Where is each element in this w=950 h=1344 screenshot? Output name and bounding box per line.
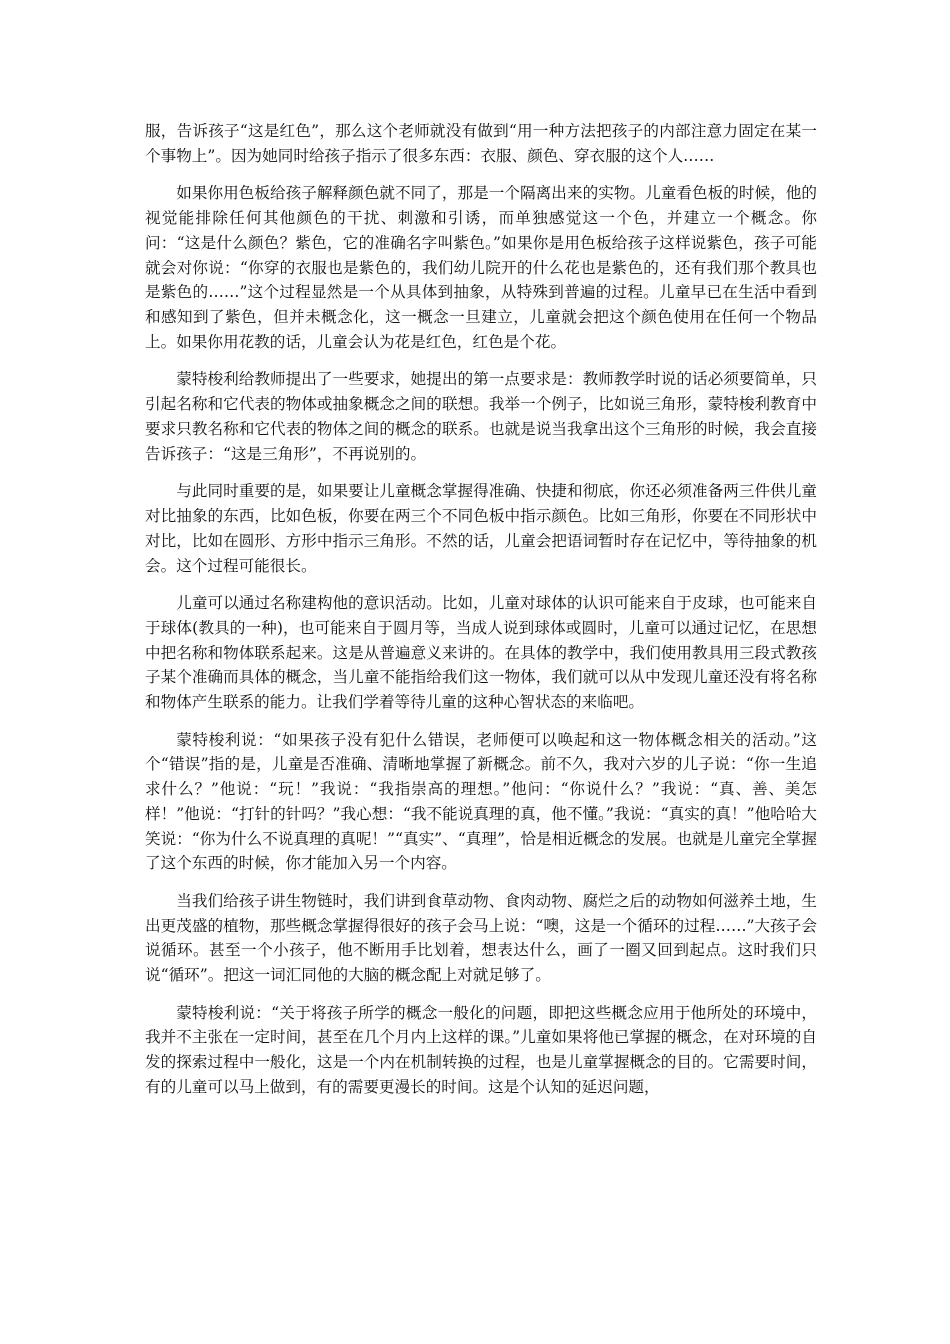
paragraph-7: 当我们给孩子讲生物链时，我们讲到食草动物、食肉动物、腐烂之后的动物如何滋养土地，生出更茂盛的植物，那些概念掌握得很好的孩子会马上说：“噢，这是一个循环的过程……”大孩子会说循环。甚至一个小孩子，他不断用手比划着，想表达什么，画了一圈又回到起点。这时我们只说“循环”。把这一词汇同他的大脑的概念配上对就足够了。 xyxy=(145,891,817,985)
paragraph-8: 蒙特梭利说：“关于将孩子所学的概念一般化的问题，即把这些概念应用于他所处的环境中，我并不主张在一定时间，甚至在几个月内上这样的课。”儿童如果将他已掌握的概念，在对环境的自发的探索过程中一般化，这是一个内在机制转换的过程，也是儿童掌握概念的目的。它需要时间，有的儿童可以马上做到，有的需要更漫长的时间。这是个认知的延迟问题， xyxy=(145,1003,817,1097)
paragraph-4: 与此同时重要的是，如果要让儿童概念掌握得准确、快捷和彻底，你还必须准备两三件供儿童对比抽象的东西，比如色板，你要在两三个不同色板中指示颜色。比如三角形，你要在不同形状中对比，比如在圆形、方形中指示三角形。不然的话，儿童会把语词暂时存在记忆中，等待抽象的机会。这个过程可能很长。 xyxy=(145,482,817,575)
paragraph-6: 蒙特梭利说：“如果孩子没有犯什么错误，老师便可以唤起和这一物体概念相关的活动。”这个“错误”指的是，儿童是否准确、清晰地掌握了新概念。前不久，我对六岁的儿子说：“你一生追求什么？”他说：“玩！”我说：“我指崇高的理想。”他问：“你说什么？”我说：“真、善、美怎样！”他说：“打针的针吗？”我心想：“我不能说真理的真，他不懂。”我说：“真实的真！”他哈哈大笑说：“你为什么不说真理的真呢！”“真实”、“真理”，恰是相近概念的发展。也就是儿童完全掌握了这个东西的时候，你才能加入另一个内容。 xyxy=(145,730,817,873)
paragraph-3: 蒙特梭利给教师提出了一些要求，她提出的第一点要求是：教师教学时说的话必须要简单，只引起名称和它代表的物体或抽象概念之间的联想。我举一个例子，比如说三角形，蒙特梭利教育中要求只教名称和它代表的物体之间的概念的联系。也就是说当我拿出这个三角形的时候，我会直接告诉孩子：“这是三角形”，不再说别的。 xyxy=(145,370,817,463)
paragraph-2: 如果你用色板给孩子解释颜色就不同了，那是一个隔离出来的实物。儿童看色板的时候，他的视觉能排除任何其他颜色的干扰、刺激和引诱，而单独感觉这一个色，并建立一个概念。你问：“这是什么颜色？紫色，它的准确名字叫紫色。”如果你是用色板给孩子这样说紫色，孩子可能就会对你说：“你穿的衣服也是紫色的，我们幼儿院开的什么花也是紫色的，还有我们那个教具也是紫色的……”这个过程显然是一个从具体到抽象，从特殊到普遍的过程。儿童早已在生活中看到和感知到了紫色，但并未概念化，这一概念一旦建立，儿童就会把这个颜色使用在任何一个物品上。如果你用花教的话，儿童会认为花是红色，红色是个花。 xyxy=(145,184,817,351)
paragraph-5: 儿童可以通过名称建构他的意识活动。比如，儿童对球体的认识可能来自于皮球，也可能来自于球体(教具的一种)，也可能来自于圆月等，当成人说到球体或圆时，儿童可以通过记忆，在思想中把名称和物体联系起来。这是从普遍意义来讲的。在具体的教学中，我们使用教具用三段式教孩子某个准确而具体的概念，当儿童不能指给我们这一物体，我们就可以从中发现儿童还没有将名称和物体产生联系的能力。让我们学着等待儿童的这种心智状态的来临吧。 xyxy=(145,593,817,712)
paragraph-1: 服，告诉孩子“这是红色”，那么这个老师就没有做到“用一种方法把孩子的内部注意力固定在某一个事物上”。因为她同时给孩子指示了很多东西：衣服、颜色、穿衣服的这个人…… xyxy=(145,122,817,165)
document-body xyxy=(145,119,817,1112)
